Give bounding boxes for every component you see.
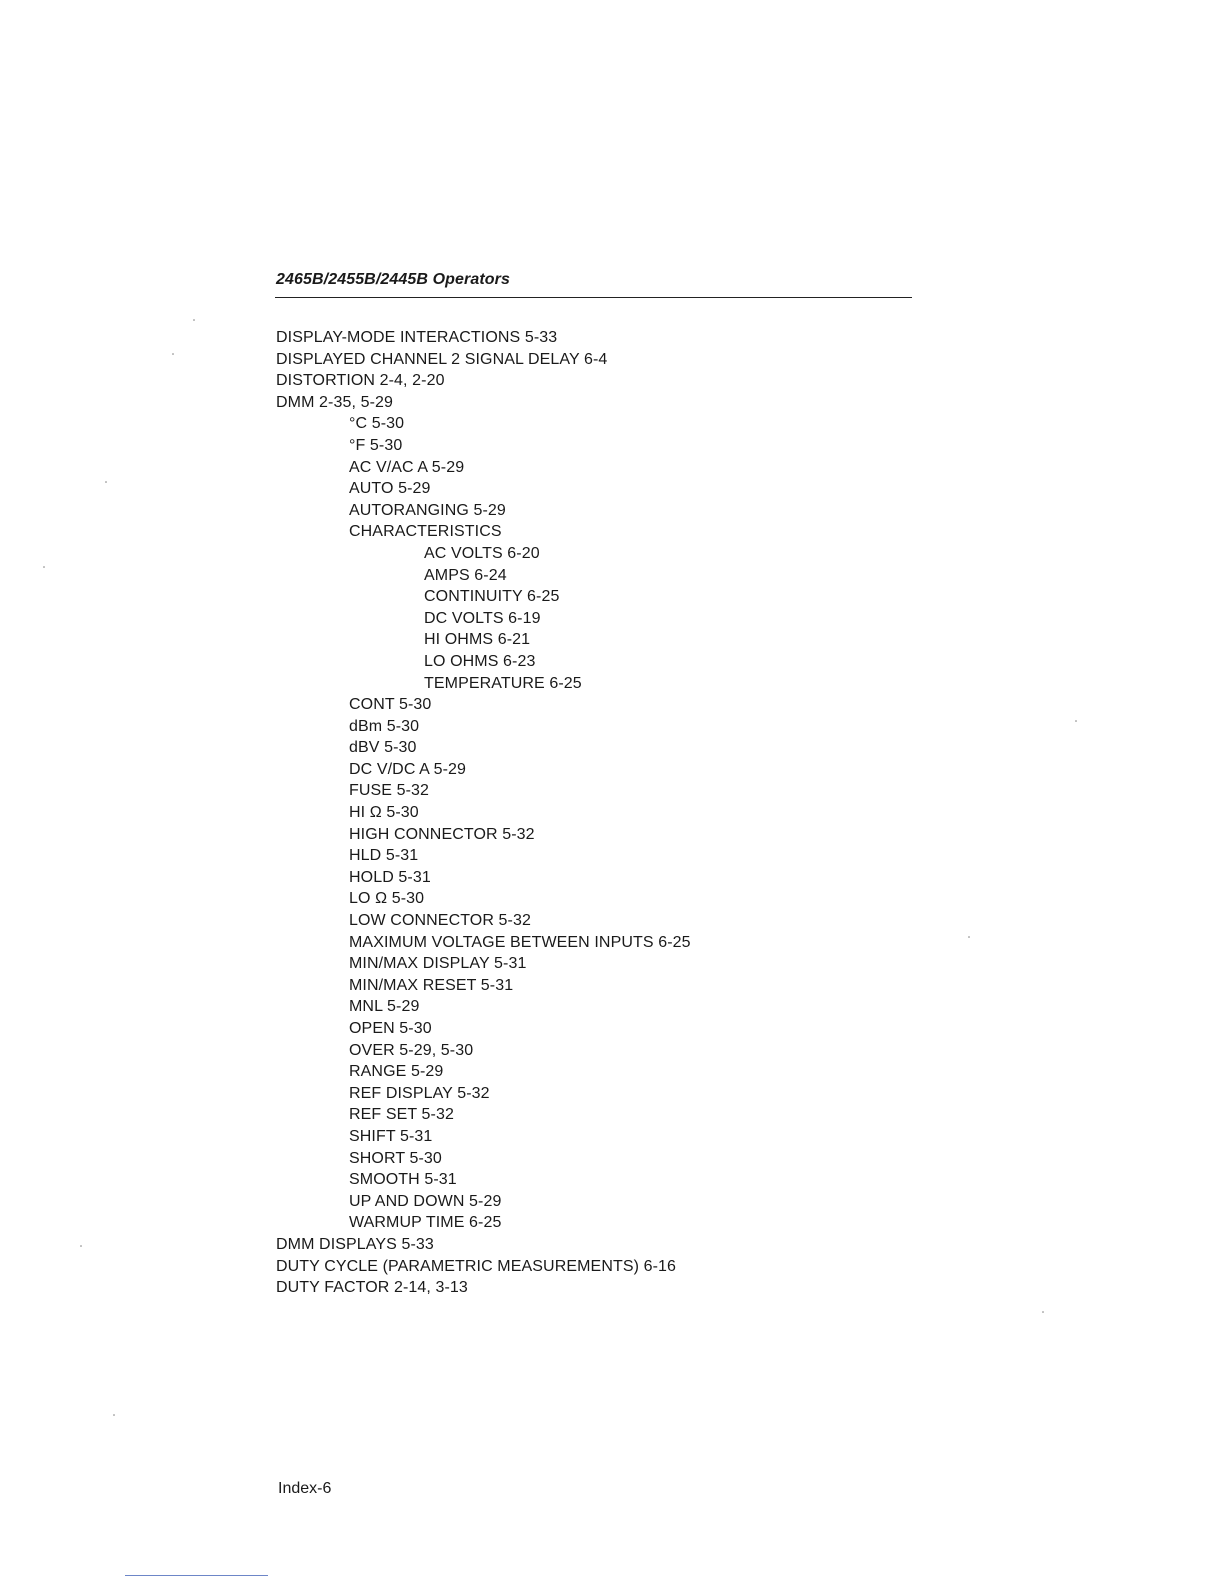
index-subentry: DC V/DC A 5-29: [349, 760, 467, 778]
header-rule: [275, 297, 912, 298]
index-entry: DUTY FACTOR 2-14, 3-13: [276, 1279, 468, 1297]
index-subentry: °F 5-30: [349, 436, 403, 454]
page-number: Index-6: [278, 1480, 332, 1497]
index-subsubentry: HI OHMS 6-21: [424, 631, 531, 649]
index-subentry: °C 5-30: [349, 415, 405, 433]
index-subentry: REF DISPLAY 5-32: [349, 1084, 490, 1102]
scan-speck: [1042, 1311, 1044, 1313]
index-subentry: HIGH CONNECTOR 5-32: [349, 825, 535, 843]
index-subentry: dBV 5-30: [349, 739, 417, 757]
index-subentry: AUTORANGING 5-29: [349, 501, 506, 519]
index-subentry: HOLD 5-31: [349, 868, 431, 886]
index-list: [276, 327, 691, 1299]
index-subentry: OPEN 5-30: [349, 1020, 432, 1037]
index-subentry: WARMUP TIME 6-25: [349, 1214, 502, 1232]
scan-speck: [193, 319, 195, 321]
index-subsubentry: AMPS 6-24: [424, 566, 507, 584]
scan-edge-line: [125, 1575, 268, 1576]
index-subsubentry: TEMPERATURE 6-25: [424, 674, 582, 692]
index-subentry: dBm 5-30: [349, 717, 420, 735]
index-subentry: SHIFT 5-31: [349, 1127, 433, 1145]
scan-speck: [80, 1245, 82, 1247]
index-subentry: MNL 5-29: [349, 998, 420, 1016]
index-subentry: MAXIMUM VOLTAGE BETWEEN INPUTS 6-25: [349, 933, 691, 951]
index-entry: DISPLAY-MODE INTERACTIONS 5-33: [276, 329, 558, 346]
index-subentry: FUSE 5-32: [349, 782, 430, 800]
index-subentry: LO Ω 5-30: [349, 890, 425, 908]
index-subentry: SMOOTH 5-31: [349, 1171, 457, 1189]
index-entry: DUTY CYCLE (PARAMETRIC MEASUREMENTS) 6-16: [276, 1257, 677, 1275]
index-subentry: SHORT 5-30: [349, 1149, 442, 1167]
index-subentry: MIN/MAX RESET 5-31: [349, 976, 514, 994]
index-subsubentry: DC VOLTS 6-19: [424, 609, 541, 627]
scan-speck: [968, 936, 970, 938]
index-subentry: HLD 5-31: [349, 847, 419, 865]
index-subentry: LOW CONNECTOR 5-32: [349, 912, 531, 930]
index-entry: DMM 2-35, 5-29: [276, 393, 393, 411]
index-entry: DISPLAYED CHANNEL 2 SIGNAL DELAY 6-4: [276, 350, 608, 368]
index-subsubentry: CONTINUITY 6-25: [424, 588, 560, 606]
index-subentry: OVER 5-29, 5-30: [349, 1041, 474, 1059]
index-subentry: RANGE 5-29: [349, 1063, 444, 1081]
running-header: 2465B/2455B/2445B Operators: [276, 271, 510, 288]
scan-speck: [43, 566, 45, 568]
scan-speck: [1075, 720, 1077, 722]
index-subsubentry: LO OHMS 6-23: [424, 652, 536, 670]
index-subentry: CHARACTERISTICS: [349, 523, 502, 541]
scan-speck: [113, 1414, 115, 1416]
index-subentry: CONT 5-30: [349, 696, 432, 714]
scan-speck: [172, 353, 174, 355]
index-entry: DISTORTION 2-4, 2-20: [276, 372, 445, 390]
index-subentry: MIN/MAX DISPLAY 5-31: [349, 955, 527, 973]
index-subentry: AC V/AC A 5-29: [349, 458, 465, 476]
index-subsubentry: AC VOLTS 6-20: [424, 544, 540, 562]
index-subentry: AUTO 5-29: [349, 480, 431, 498]
scan-speck: [105, 481, 107, 483]
index-subentry: HI Ω 5-30: [349, 804, 419, 822]
index-subentry: UP AND DOWN 5-29: [349, 1192, 502, 1210]
index-subentry: REF SET 5-32: [349, 1106, 454, 1124]
index-entry: DMM DISPLAYS 5-33: [276, 1235, 434, 1253]
